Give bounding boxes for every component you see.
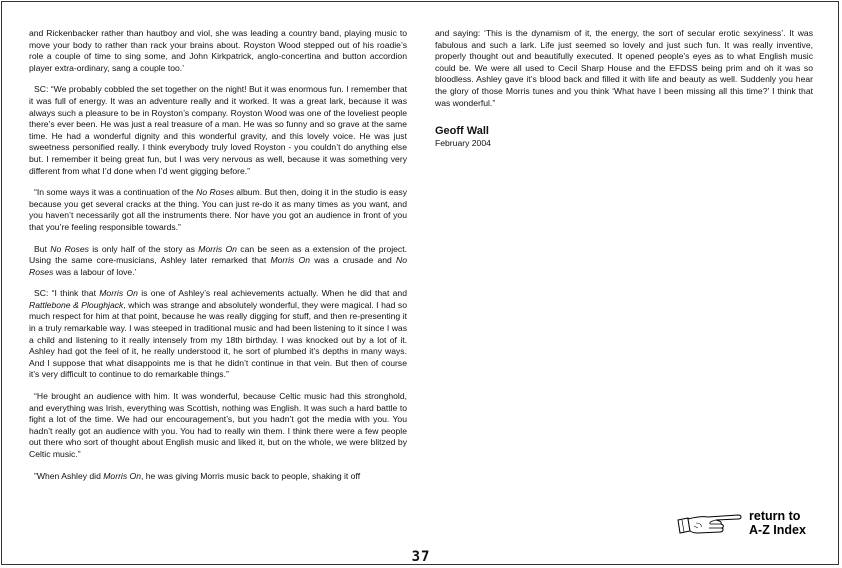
text-run: ”When Ashley did xyxy=(34,470,104,481)
italic-title: No Roses xyxy=(50,243,89,254)
article-date: February 2004 xyxy=(435,138,491,149)
return-link-line1[interactable]: return to xyxy=(749,509,801,523)
italic-title: Morris On xyxy=(103,470,141,481)
text-run: SC: “We probably cobbled the set together on the night! But it was enormous fun. I remember that it was full of energy. It was an adventure really and it worked. It was a great lark, because it was always such a pleasure to be in Royston’s company. Royston Wood was one of the loveliest people there’s ever been. He was just a real treasure of a man. He was so funny and so grave at the same time. He had a wonderful dignity and this wonderful gravity, and this lovely voice. He was just sweetness personified really. I think everybody truly loved Royston - you couldn’t do anything else but. I remember it being great fun, but I was very nervous as well, because it was something very different from what I’d done when I’d went gigging before.” xyxy=(29,84,407,176)
text-run: , which was strange and absolutely wonderful, they were magical. I had so much respect for him at that point, because he was really digging for stuff, and then re-presenting it in a truly remarkable way. I was steeped in traditional music and had been listening to it since I was a child and listening to it really intensely from my 18th birthday. I was knocked out by a lot of it. Ashley had got the feel of it, he really understood it, he sort of plumbed it’s depths in many ways. And I suppose that what disappoints me is that he didn’t continue in that vein. But then of course it’s very difficult to continue to do remarkable things.” xyxy=(29,299,407,380)
text-run: is one of Ashley’s real achievements actually. When he did that and xyxy=(137,288,407,299)
paragraph xyxy=(29,391,407,461)
text-run: is only half of the story as xyxy=(88,243,199,254)
paragraph xyxy=(29,244,407,279)
paragraph xyxy=(29,471,407,483)
right-column xyxy=(435,28,813,149)
text-run: SC: “I think that xyxy=(34,288,100,299)
return-to-index-link[interactable] xyxy=(676,507,826,543)
text-run: and Rickenbacker rather than hautboy and viol, she was leading a country band, playing music to move your body to rather than rack your brains about. Royston Wood stepped out of his roadie’s role a couple of time to sing some, and John Kirkpatrick, anglo-concertina and button accordion player extra-ordinary, sang a couple too.’ xyxy=(29,28,407,73)
text-run: But xyxy=(34,243,51,254)
author-name: Geoff Wall xyxy=(435,125,489,138)
italic-title: Rattlebone & Ploughjack xyxy=(29,299,124,310)
pointing-hand-icon xyxy=(676,511,746,537)
italic-title: Morris On xyxy=(198,243,237,254)
left-column xyxy=(29,28,407,492)
text-run: album. But then, doing it in the studio is easy because you get several cracks at the thing. You can just re-do it as many times as you want, and you haven’t necessarily got all the instruments there. Nor have you got an audience in front of you that you’re feeling responsible towards.” xyxy=(29,187,408,232)
text-run: was a labour of love.’ xyxy=(53,266,137,277)
text-run: , he was giving Morris music back to people, shaking it off xyxy=(141,470,361,481)
text-run: “In some ways it was a continuation of the xyxy=(34,187,197,198)
return-link-label[interactable] xyxy=(749,509,806,537)
italic-title: No Roses xyxy=(29,255,407,277)
return-link-line2[interactable]: A-Z Index xyxy=(749,523,806,537)
text-run: and saying: ‘This is the dynamism of it, the energy, the sort of secular erotic sexyiness’. It was fabulous and such a lark. Life just seemed so lovely and just such fun. It was really inventive, properly thought out and beautifully executed. It opened people’s eyes as to what English music could be. We were all used to Cecil Sharp House and the EFDSS being prim and oh it was so bloodless. Ashley gave it’s blood back and filled it with life and beauty as well. Suddenly you hear the glory of those Morris tunes and you think ‘What have I been missing all this time?’ I think that was wonderful.” xyxy=(435,28,813,108)
text-run: was a crusade and xyxy=(309,255,396,266)
page-number: 37 xyxy=(411,549,431,565)
italic-title: Morris On xyxy=(270,255,310,266)
paragraph xyxy=(435,28,813,109)
italic-title: No Roses xyxy=(196,187,234,198)
text-run: can be seen as a extension of the project. Using the same core-musicians, Ashley later remarked that xyxy=(29,243,407,266)
italic-title: Morris On xyxy=(99,288,138,299)
paragraph xyxy=(29,28,407,74)
paragraph xyxy=(29,187,407,233)
paragraph xyxy=(29,84,407,177)
text-run: “He brought an audience with him. It was wonderful, because Celtic music had this stronghold, and everything was Irish, everything was Scottish, nothing was English. It was such a hard battle to fight a lot of the time. We had our encouragement’s, but you hadn’t got the media with you. You hadn’t really got an audience with you. You had to really win them. I think there were a few people out there who sort of thought about English music and liked it, but on the whole, we were blitzed by Celtic music.” xyxy=(29,391,407,459)
paragraph xyxy=(29,288,407,381)
